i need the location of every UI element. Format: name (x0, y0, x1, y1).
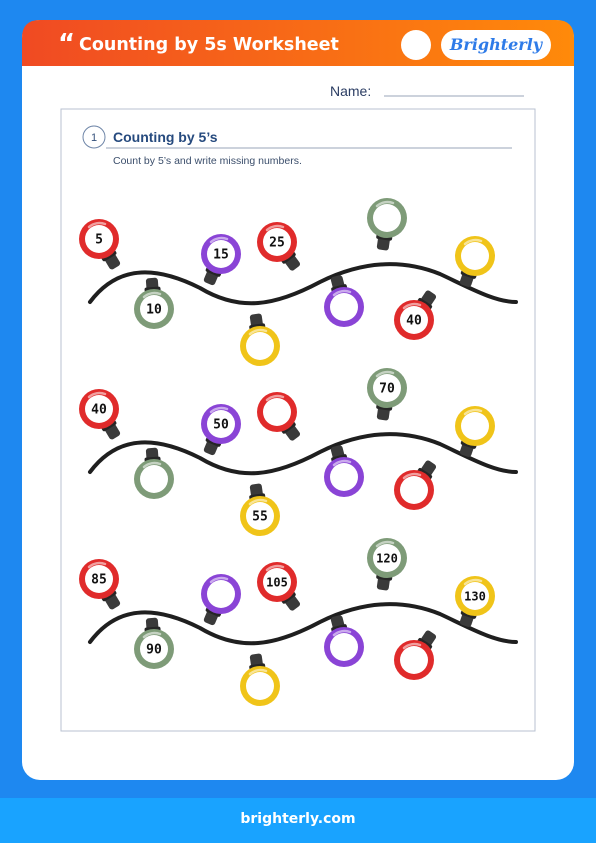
bulb-center[interactable] (461, 412, 489, 440)
bulb-center[interactable] (330, 293, 358, 321)
bulb-center[interactable] (330, 633, 358, 661)
quote-mark: “ (58, 29, 76, 59)
bulb-number: 70 (379, 381, 395, 397)
bulb-number: 50 (213, 417, 229, 433)
bulb-number: 40 (91, 402, 107, 418)
bulb-center[interactable] (400, 646, 428, 674)
question-number: 1 (90, 132, 98, 144)
bulb-center[interactable] (140, 465, 168, 493)
bulb-number: 40 (406, 313, 422, 329)
bulb-number: 5 (95, 232, 103, 248)
bulb-number: 85 (91, 572, 107, 588)
bulb-center[interactable] (330, 463, 358, 491)
bulb-number: 90 (146, 642, 162, 658)
bulb-center[interactable] (461, 242, 489, 270)
brighterly-logo-text: Brighterly (449, 35, 543, 54)
page-title: Counting by 5s Worksheet (79, 35, 339, 55)
footer-site[interactable]: brighterly.com (240, 811, 356, 827)
bulb-center[interactable] (400, 476, 428, 504)
bulb-number: 130 (464, 589, 486, 604)
bulb-number: 120 (376, 551, 398, 566)
bulb-number: 55 (252, 509, 268, 525)
bulb-center[interactable] (373, 204, 401, 232)
question-title: Counting by 5’s (113, 129, 218, 145)
bulb-number: 10 (146, 302, 162, 318)
name-label: Name: (330, 83, 372, 99)
bulb-number: 25 (269, 235, 285, 251)
question-instruction: Count by 5’s and write missing numbers. (113, 155, 302, 167)
header-circle-decoration (401, 30, 431, 60)
bulb-center[interactable] (246, 672, 274, 700)
bulb-center[interactable] (207, 580, 235, 608)
bulb-center[interactable] (263, 398, 291, 426)
bulb-number: 15 (213, 247, 229, 263)
bulb-center[interactable] (246, 332, 274, 360)
bulb-number: 105 (266, 575, 288, 590)
